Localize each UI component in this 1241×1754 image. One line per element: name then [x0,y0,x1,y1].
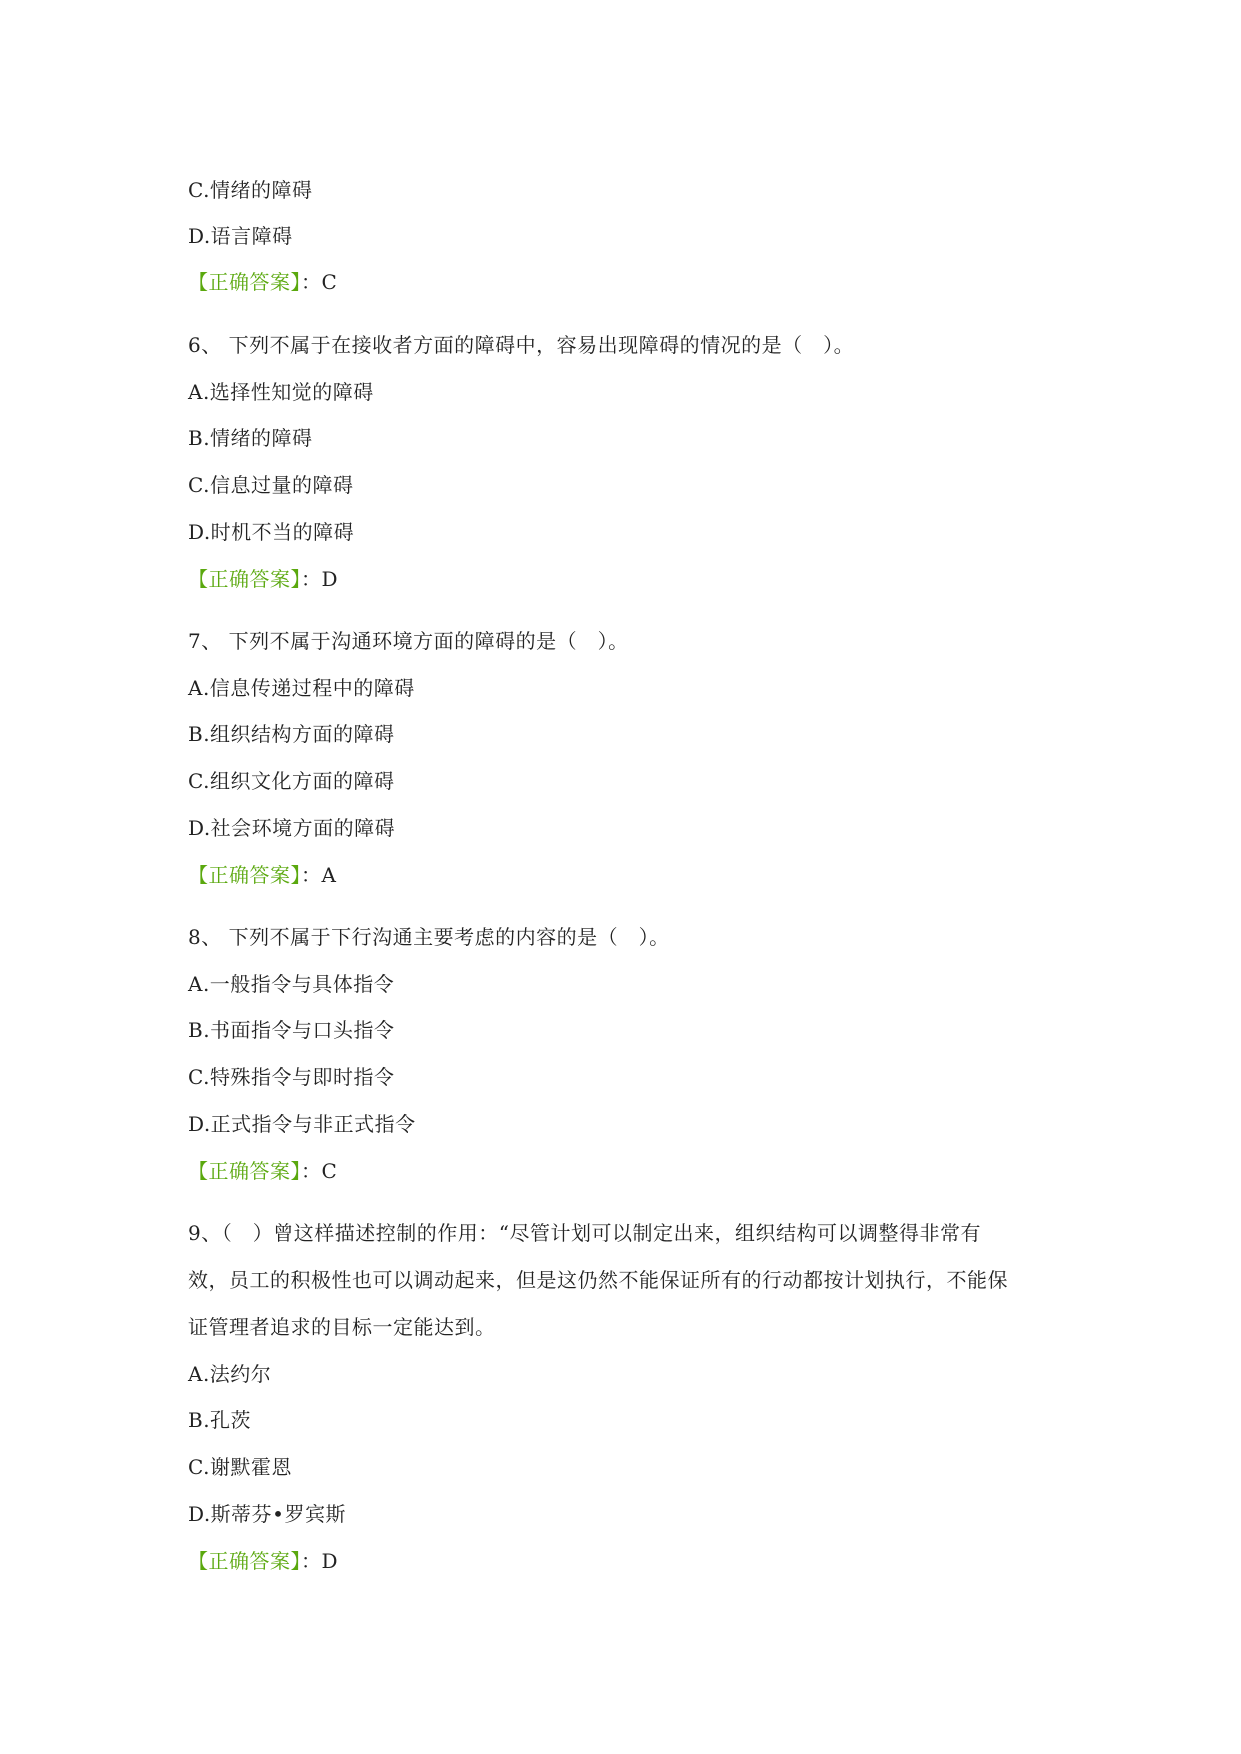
answer-value: C [321,1159,338,1183]
answer-value: D [321,1549,339,1573]
answer-label: 【正确答案】 [188,270,301,294]
option-d: D.社会环境方面的障碍 [188,816,396,840]
question-stem: 7、 下列不属于沟通环境方面的障碍的是（ ）。 [188,629,629,653]
question-stem-line: 效，员工的积极性也可以调动起来，但是这仍然不能保证所有的行动都按计划执行，不能保 [188,1268,1008,1292]
option-b: B.孔茨 [188,1408,252,1432]
option-c: C.情绪的障碍 [188,178,313,202]
answer-separator: ： [301,567,322,591]
option-a: A.信息传递过程中的障碍 [188,676,415,700]
option-d: D.斯蒂芬•罗宾斯 [188,1502,346,1526]
answer-separator: ： [301,1159,322,1183]
answer-label: 【正确答案】 [188,567,301,591]
answer-separator: ： [301,863,322,887]
answer-label: 【正确答案】 [188,863,301,887]
answer-label: 【正确答案】 [188,1549,301,1573]
answer-line [188,268,337,296]
question-stem: 6、 下列不属于在接收者方面的障碍中，容易出现障碍的情况的是（ ）。 [188,333,855,357]
option-c: C.组织文化方面的障碍 [188,769,395,793]
question-stem-line: 9、（ ）曾这样描述控制的作用：“尽管计划可以制定出来，组织结构可以调整得非常有 [188,1221,981,1245]
option-b: B.书面指令与口头指令 [188,1018,395,1042]
option-c: C.信息过量的障碍 [188,473,354,497]
answer-label: 【正确答案】 [188,1159,301,1183]
option-b: B.组织结构方面的障碍 [188,722,395,746]
option-a: A.一般指令与具体指令 [188,972,395,996]
answer-separator: ： [301,1549,322,1573]
answer-line [188,565,338,593]
option-a: A.选择性知觉的障碍 [188,380,374,404]
option-c: C.特殊指令与即时指令 [188,1065,395,1089]
answer-value: A [321,863,337,887]
answer-value: C [321,270,338,294]
answer-line [188,861,336,889]
answer-line [188,1157,337,1185]
option-d: D.时机不当的障碍 [188,520,355,544]
question-stem-line: 证管理者追求的目标一定能达到。 [188,1315,496,1339]
question-stem: 8、 下列不属于下行沟通主要考虑的内容的是（ ）。 [188,925,670,949]
answer-value: D [321,567,339,591]
option-b: B.情绪的障碍 [188,426,313,450]
option-d: D.正式指令与非正式指令 [188,1112,416,1136]
option-c: C.谢默霍恩 [188,1455,292,1479]
answer-line [188,1547,338,1575]
answer-separator: ： [301,270,322,294]
option-d: D.语言障碍 [188,224,293,248]
option-a: A.法约尔 [188,1362,272,1386]
